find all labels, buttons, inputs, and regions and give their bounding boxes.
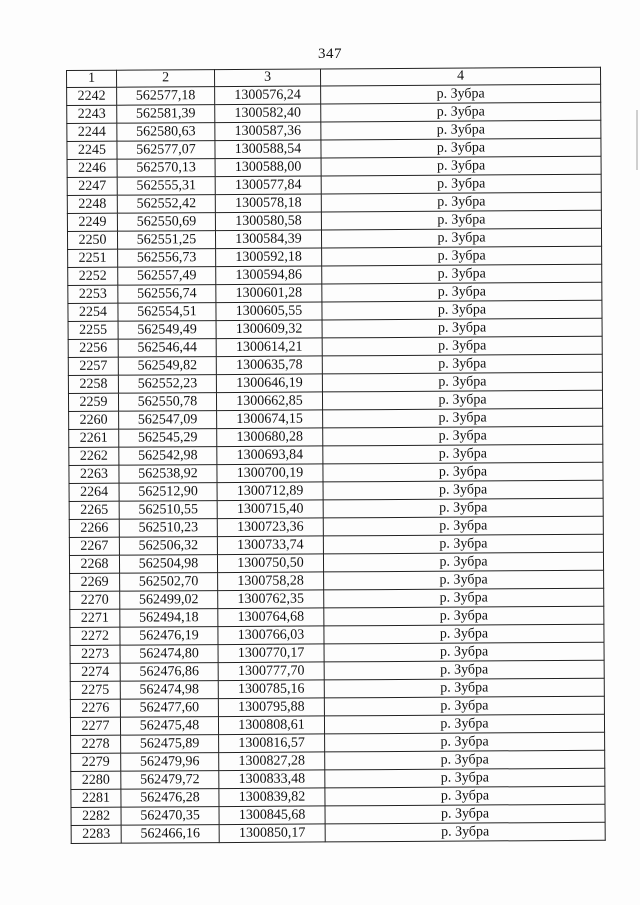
x-coordinate-cell: 562551,25 xyxy=(117,231,215,250)
y-coordinate-cell: 1300750,50 xyxy=(217,554,323,573)
x-coordinate-cell: 562476,19 xyxy=(120,627,218,646)
description-cell: р. Зубра xyxy=(325,786,605,806)
point-number-cell: 2276 xyxy=(70,699,120,717)
point-number-cell: 2261 xyxy=(69,429,119,447)
description-cell: р. Зубра xyxy=(324,570,604,590)
description-cell: р. Зубра xyxy=(321,138,601,158)
y-coordinate-cell: 1300770,17 xyxy=(218,644,324,663)
point-number-cell: 2279 xyxy=(71,753,121,771)
description-cell: р. Зубра xyxy=(323,408,603,428)
description-cell: р. Зубра xyxy=(322,372,602,392)
point-number-cell: 2270 xyxy=(70,591,120,609)
point-number-cell: 2271 xyxy=(70,609,120,627)
description-cell: р. Зубра xyxy=(324,588,604,608)
x-coordinate-cell: 562502,70 xyxy=(120,573,218,592)
description-cell: р. Зубра xyxy=(323,480,603,500)
point-number-cell: 2259 xyxy=(68,393,118,411)
y-coordinate-cell: 1300584,39 xyxy=(215,230,321,249)
point-number-cell: 2274 xyxy=(70,663,120,681)
point-number-cell: 2275 xyxy=(70,681,120,699)
y-coordinate-cell: 1300578,18 xyxy=(215,194,321,213)
description-cell: р. Зубра xyxy=(321,174,601,194)
point-number-cell: 2262 xyxy=(69,447,119,465)
x-coordinate-cell: 562550,69 xyxy=(117,213,215,232)
description-cell: р. Зубра xyxy=(322,246,602,266)
point-number-cell: 2254 xyxy=(68,303,118,321)
table-row xyxy=(71,822,605,843)
y-coordinate-cell: 1300808,61 xyxy=(218,716,324,735)
page-number: 347 xyxy=(318,46,342,62)
description-cell: р. Зубра xyxy=(321,156,601,176)
description-cell: р. Зубра xyxy=(324,660,604,680)
description-cell: р. Зубра xyxy=(325,732,605,752)
point-number-cell: 2256 xyxy=(68,339,118,357)
point-number-cell: 2258 xyxy=(68,375,118,393)
y-coordinate-cell: 1300795,88 xyxy=(218,698,324,717)
y-coordinate-cell: 1300700,19 xyxy=(217,464,323,483)
description-cell: р. Зубра xyxy=(323,426,603,446)
point-number-cell: 2257 xyxy=(68,357,118,375)
x-coordinate-cell: 562555,31 xyxy=(117,177,215,196)
y-coordinate-cell: 1300839,82 xyxy=(219,788,325,807)
x-coordinate-cell: 562552,42 xyxy=(117,195,215,214)
description-cell: р. Зубра xyxy=(323,516,603,536)
description-cell: р. Зубра xyxy=(324,642,604,662)
description-cell: р. Зубра xyxy=(325,768,605,788)
description-cell: р. Зубра xyxy=(324,606,604,626)
y-coordinate-cell: 1300764,68 xyxy=(218,608,324,627)
y-coordinate-cell: 1300712,89 xyxy=(217,482,323,501)
description-cell: р. Зубра xyxy=(321,84,601,104)
y-coordinate-cell: 1300674,15 xyxy=(217,410,323,429)
x-coordinate-cell: 562479,96 xyxy=(121,753,219,772)
x-coordinate-cell: 562499,02 xyxy=(120,591,218,610)
column-header-3: 3 xyxy=(215,69,321,87)
y-coordinate-cell: 1300592,18 xyxy=(216,248,322,267)
x-coordinate-cell: 562538,92 xyxy=(119,465,217,484)
x-coordinate-cell: 562545,29 xyxy=(119,429,217,448)
x-coordinate-cell: 562494,18 xyxy=(120,609,218,628)
description-cell: р. Зубра xyxy=(324,714,604,734)
y-coordinate-cell: 1300827,28 xyxy=(219,752,325,771)
table-body xyxy=(67,84,606,843)
x-coordinate-cell: 562549,49 xyxy=(118,321,216,340)
y-coordinate-cell: 1300588,54 xyxy=(215,140,321,159)
point-number-cell: 2249 xyxy=(67,213,117,231)
y-coordinate-cell: 1300762,35 xyxy=(218,590,324,609)
y-coordinate-cell: 1300588,00 xyxy=(215,158,321,177)
point-number-cell: 2282 xyxy=(71,807,121,825)
y-coordinate-cell: 1300845,68 xyxy=(219,806,325,825)
description-cell: р. Зубра xyxy=(322,336,602,356)
point-number-cell: 2243 xyxy=(67,105,117,123)
x-coordinate-cell: 562474,80 xyxy=(120,645,218,664)
y-coordinate-cell: 1300582,40 xyxy=(215,104,321,123)
y-coordinate-cell: 1300635,78 xyxy=(216,356,322,375)
x-coordinate-cell: 562506,32 xyxy=(119,537,217,556)
point-number-cell: 2242 xyxy=(67,87,117,105)
point-number-cell: 2251 xyxy=(68,249,118,267)
x-coordinate-cell: 562546,44 xyxy=(118,339,216,358)
point-number-cell: 2252 xyxy=(68,267,118,285)
point-number-cell: 2266 xyxy=(69,519,119,537)
description-cell: р. Зубра xyxy=(322,300,602,320)
x-coordinate-cell: 562510,55 xyxy=(119,501,217,520)
y-coordinate-cell: 1300576,24 xyxy=(215,86,321,105)
x-coordinate-cell: 562549,82 xyxy=(118,357,216,376)
description-cell: р. Зубра xyxy=(322,318,602,338)
x-coordinate-cell: 562577,18 xyxy=(117,87,215,106)
point-number-cell: 2268 xyxy=(69,555,119,573)
y-coordinate-cell: 1300850,17 xyxy=(219,824,325,843)
x-coordinate-cell: 562556,73 xyxy=(118,249,216,268)
point-number-cell: 2273 xyxy=(70,645,120,663)
description-cell: р. Зубра xyxy=(323,534,603,554)
y-coordinate-cell: 1300785,16 xyxy=(218,680,324,699)
y-coordinate-cell: 1300766,03 xyxy=(218,626,324,645)
description-cell: р. Зубра xyxy=(322,282,602,302)
point-number-cell: 2246 xyxy=(67,159,117,177)
point-number-cell: 2248 xyxy=(67,195,117,213)
column-header-4: 4 xyxy=(320,67,600,86)
description-cell: р. Зубра xyxy=(321,210,601,230)
point-number-cell: 2278 xyxy=(71,735,121,753)
x-coordinate-cell: 562479,72 xyxy=(121,771,219,790)
x-coordinate-cell: 562466,16 xyxy=(121,825,219,844)
y-coordinate-cell: 1300693,84 xyxy=(217,446,323,465)
point-number-cell: 2245 xyxy=(67,141,117,159)
x-coordinate-cell: 562470,35 xyxy=(121,807,219,826)
point-number-cell: 2277 xyxy=(70,717,120,735)
description-cell: р. Зубра xyxy=(321,192,601,212)
x-coordinate-cell: 562504,98 xyxy=(119,555,217,574)
x-coordinate-cell: 562542,98 xyxy=(119,447,217,466)
y-coordinate-cell: 1300833,48 xyxy=(219,770,325,789)
x-coordinate-cell: 562552,23 xyxy=(118,375,216,394)
point-number-cell: 2253 xyxy=(68,285,118,303)
x-coordinate-cell: 562570,13 xyxy=(117,159,215,178)
x-coordinate-cell: 562557,49 xyxy=(118,267,216,286)
point-number-cell: 2281 xyxy=(71,789,121,807)
column-header-1: 1 xyxy=(67,70,117,87)
point-number-cell: 2283 xyxy=(71,825,121,843)
x-coordinate-cell: 562475,89 xyxy=(121,735,219,754)
x-coordinate-cell: 562475,48 xyxy=(120,717,218,736)
description-cell: р. Зубра xyxy=(321,102,601,122)
x-coordinate-cell: 562547,09 xyxy=(119,411,217,430)
description-cell: р. Зубра xyxy=(324,678,604,698)
x-coordinate-cell: 562477,60 xyxy=(120,699,218,718)
x-coordinate-cell: 562580,63 xyxy=(117,123,215,142)
x-coordinate-cell: 562474,98 xyxy=(120,681,218,700)
point-number-cell: 2244 xyxy=(67,123,117,141)
description-cell: р. Зубра xyxy=(323,498,603,518)
y-coordinate-cell: 1300580,58 xyxy=(215,212,321,231)
description-cell: р. Зубра xyxy=(325,822,605,842)
description-cell: р. Зубра xyxy=(325,750,605,770)
x-coordinate-cell: 562577,07 xyxy=(117,141,215,160)
description-cell: р. Зубра xyxy=(325,804,605,824)
x-coordinate-cell: 562510,23 xyxy=(119,519,217,538)
description-cell: р. Зубра xyxy=(324,624,604,644)
x-coordinate-cell: 562554,51 xyxy=(118,303,216,322)
y-coordinate-cell: 1300680,28 xyxy=(217,428,323,447)
x-coordinate-cell: 562556,74 xyxy=(118,285,216,304)
x-coordinate-cell: 562476,86 xyxy=(120,663,218,682)
y-coordinate-cell: 1300601,28 xyxy=(216,284,322,303)
y-coordinate-cell: 1300609,32 xyxy=(216,320,322,339)
x-coordinate-cell: 562581,39 xyxy=(117,105,215,124)
y-coordinate-cell: 1300577,84 xyxy=(215,176,321,195)
point-number-cell: 2263 xyxy=(69,465,119,483)
point-number-cell: 2260 xyxy=(69,411,119,429)
point-number-cell: 2264 xyxy=(69,483,119,501)
point-number-cell: 2269 xyxy=(70,573,120,591)
point-number-cell: 2272 xyxy=(70,627,120,645)
description-cell: р. Зубра xyxy=(324,696,604,716)
point-number-cell: 2265 xyxy=(69,501,119,519)
description-cell: р. Зубра xyxy=(323,552,603,572)
scan-edge-mark xyxy=(636,110,638,170)
description-cell: р. Зубра xyxy=(322,390,602,410)
x-coordinate-cell: 562476,28 xyxy=(121,789,219,808)
y-coordinate-cell: 1300715,40 xyxy=(217,500,323,519)
y-coordinate-cell: 1300777,70 xyxy=(218,662,324,681)
y-coordinate-cell: 1300646,19 xyxy=(216,374,322,393)
y-coordinate-cell: 1300594,86 xyxy=(216,266,322,285)
y-coordinate-cell: 1300614,21 xyxy=(216,338,322,357)
description-cell: р. Зубра xyxy=(323,462,603,482)
coordinates-table xyxy=(66,67,606,844)
y-coordinate-cell: 1300587,36 xyxy=(215,122,321,141)
point-number-cell: 2267 xyxy=(69,537,119,555)
point-number-cell: 2280 xyxy=(71,771,121,789)
description-cell: р. Зубра xyxy=(323,444,603,464)
x-coordinate-cell: 562512,90 xyxy=(119,483,217,502)
column-header-2: 2 xyxy=(117,70,215,88)
y-coordinate-cell: 1300662,85 xyxy=(216,392,322,411)
description-cell: р. Зубра xyxy=(322,264,602,284)
y-coordinate-cell: 1300723,36 xyxy=(217,518,323,537)
point-number-cell: 2247 xyxy=(67,177,117,195)
y-coordinate-cell: 1300816,57 xyxy=(219,734,325,753)
y-coordinate-cell: 1300733,74 xyxy=(217,536,323,555)
x-coordinate-cell: 562550,78 xyxy=(118,393,216,412)
point-number-cell: 2250 xyxy=(67,231,117,249)
y-coordinate-cell: 1300758,28 xyxy=(218,572,324,591)
description-cell: р. Зубра xyxy=(321,228,601,248)
point-number-cell: 2255 xyxy=(68,321,118,339)
description-cell: р. Зубра xyxy=(322,354,602,374)
description-cell: р. Зубра xyxy=(321,120,601,140)
y-coordinate-cell: 1300605,55 xyxy=(216,302,322,321)
